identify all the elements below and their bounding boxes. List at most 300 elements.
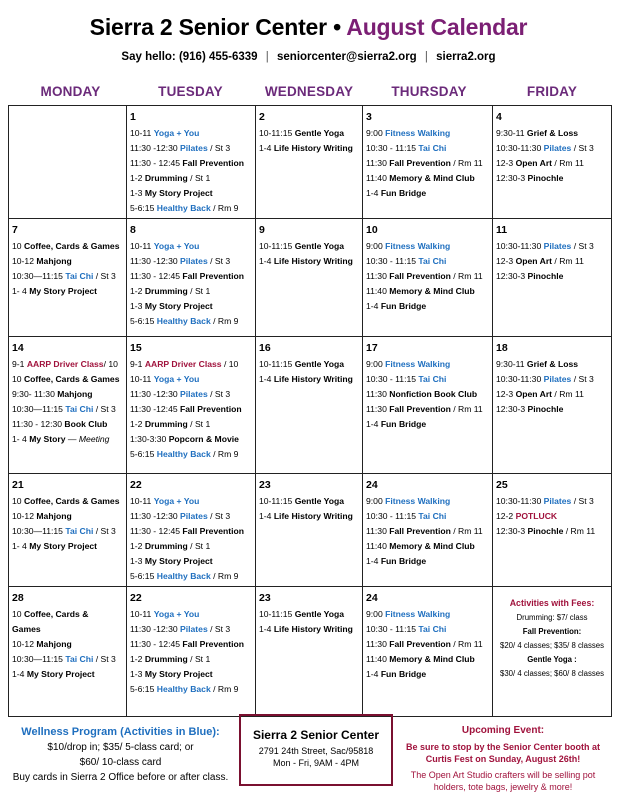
fee-yoga-heading: Gentle Yoga :: [527, 655, 577, 664]
event-name: Memory & Mind Club: [389, 286, 475, 296]
event-name: Life History Writing: [273, 143, 353, 153]
event-time: 1-3: [130, 301, 145, 311]
event-item: [130, 494, 252, 509]
date-number: 14: [12, 342, 24, 354]
event-item: [496, 509, 608, 524]
title-accent: August Calendar: [346, 14, 528, 40]
event-item: [130, 607, 252, 622]
event-name: Gentle Yoga: [294, 496, 345, 506]
event-item: [12, 539, 123, 554]
day-cell-thursday: [363, 474, 493, 587]
date-number: 25: [496, 479, 508, 491]
event-time: 1-4: [366, 188, 381, 198]
day-cell-tuesday: [127, 219, 256, 337]
event-name: Tai Chi: [65, 404, 94, 414]
event-item: [366, 554, 489, 569]
event-item: [366, 156, 489, 171]
date-number: 10: [366, 224, 378, 236]
event-item: [130, 171, 252, 186]
event-time: 11:30 - 12:45: [130, 526, 183, 536]
event-time: / St 3: [571, 374, 594, 384]
event-item: [366, 171, 489, 186]
event-time: 11:30 - 12:45: [130, 158, 183, 168]
event-time: 10-11:15: [259, 609, 295, 619]
event-item: [366, 186, 489, 201]
date-number: 24: [366, 479, 378, 491]
contact-separator: |: [265, 51, 269, 63]
day-cell-wednesday: [256, 219, 363, 337]
event-time: 10-11: [130, 241, 154, 251]
event-time: / St 1: [187, 541, 211, 551]
day-header-tuesday: TUESDAY: [158, 84, 223, 99]
event-name: Yoga + You: [153, 241, 200, 251]
event-name: Drumming: [144, 173, 188, 183]
event-time: 11:30 - 12:45: [130, 639, 183, 649]
event-time: 5-6:15: [130, 571, 157, 581]
event-time: 12:30-3: [496, 526, 528, 536]
event-time: / St 3: [207, 511, 231, 521]
event-item: [366, 524, 489, 539]
day-cell-monday: [9, 337, 127, 474]
event-name: My Story Project: [29, 286, 98, 296]
event-time: 10-12: [12, 639, 37, 649]
event-name: Coffee, Cards & Games: [23, 496, 120, 506]
event-name: Pilates: [543, 496, 572, 506]
event-item: [130, 387, 252, 402]
event-item: [130, 357, 252, 372]
event-time: 9:00: [366, 128, 386, 138]
event-item: [496, 141, 608, 156]
event-name: Mahjong: [36, 511, 72, 521]
event-time: 10-11:15: [259, 359, 295, 369]
wellness-note: Buy cards in Sierra 2 Office before or after class.: [12, 772, 229, 783]
date-number: 1: [130, 111, 136, 123]
event-name: Fall Prevention: [180, 404, 242, 414]
event-item: [366, 622, 489, 637]
event-item: [366, 269, 489, 284]
date-number: 16: [259, 342, 271, 354]
event-name: Nonfiction Book Club: [389, 389, 478, 399]
event-time: 10: [12, 374, 24, 384]
event-time: 1-4: [366, 669, 381, 679]
event-item: [366, 509, 489, 524]
event-name: Pilates: [180, 511, 208, 521]
event-name: Fall Prevention: [182, 639, 245, 649]
center-name: Sierra 2 Senior Center: [252, 728, 380, 742]
event-time: 11:40: [366, 173, 390, 183]
event-time: / Rm 11: [552, 256, 584, 266]
event-time: 11:30 -12:30: [130, 143, 181, 153]
event-time: 5-6:15: [130, 449, 157, 459]
event-name: Tai Chi: [418, 256, 447, 266]
event-name: Fitness Walking: [385, 128, 451, 138]
event-time: / 10: [221, 359, 239, 369]
event-item: [496, 156, 608, 171]
event-item: [130, 314, 252, 329]
event-item: [366, 357, 489, 372]
event-time: 1- 4: [12, 434, 30, 444]
event-item: [259, 622, 359, 637]
event-time: 5-6:15: [130, 684, 157, 694]
date-number: 8: [130, 224, 136, 236]
event-name: Healthy Back: [156, 316, 211, 326]
event-item: [259, 607, 359, 622]
event-time: / St 3: [571, 496, 594, 506]
event-time: / Rm 11: [450, 271, 483, 281]
event-time: 10: [12, 241, 24, 251]
calendar-week-row: [9, 587, 612, 717]
event-name: Fun Bridge: [380, 556, 427, 566]
event-item: [366, 299, 489, 314]
event-time: / St 3: [207, 389, 231, 399]
calendar-week-row: [9, 337, 612, 474]
event-item: [259, 141, 359, 156]
event-item: [259, 357, 359, 372]
event-time: 10:30-11:30: [496, 241, 544, 251]
event-time: 10:30 - 11:15: [366, 511, 419, 521]
event-item: [259, 509, 359, 524]
wellness-program: [8, 725, 233, 785]
event-time: —: [65, 434, 79, 444]
event-time: 11:40: [366, 541, 390, 551]
event-name: Fall Prevention: [389, 271, 451, 281]
day-cell-thursday: [363, 587, 493, 717]
event-item: [366, 254, 489, 269]
center-address: 2791 24th Street, Sac/95818: [258, 746, 374, 756]
event-time: / Rm 9: [210, 449, 239, 459]
day-cell-tuesday: [127, 337, 256, 474]
event-time: 1-2: [130, 654, 145, 664]
center-hours: Mon - Fri, 9AM - 4PM: [272, 758, 359, 768]
event-time: / St 3: [207, 256, 231, 266]
event-item: [130, 539, 252, 554]
event-item: [366, 652, 489, 667]
wellness-pricing: $60/ 10-class card: [79, 757, 162, 768]
event-item: [496, 402, 608, 417]
event-time: / St 1: [187, 419, 211, 429]
event-item: [12, 637, 123, 652]
event-item: [130, 254, 252, 269]
event-time: 10:30 - 11:15: [366, 374, 419, 384]
event-time: / Rm 11: [552, 389, 584, 399]
event-time: 10-12: [12, 256, 37, 266]
event-name: Drumming: [144, 286, 188, 296]
event-name: Pinochle: [527, 404, 564, 414]
day-cell-tuesday: [127, 106, 256, 219]
event-time: / St 1: [187, 286, 211, 296]
event-time: 10: [12, 496, 24, 506]
event-time: 12-3: [496, 158, 516, 168]
event-time: 12-3: [496, 389, 516, 399]
event-item: [496, 269, 608, 284]
event-time: 5-6:15: [130, 203, 157, 213]
day-cell-wednesday: [256, 474, 363, 587]
contact-email[interactable]: seniorcenter@sierra2.org: [277, 51, 417, 63]
fees-heading: Activities with Fees:: [509, 598, 595, 608]
title-separator: •: [333, 14, 341, 40]
day-cell-friday: [493, 106, 612, 219]
event-time: 1-3: [130, 556, 145, 566]
event-item: [496, 171, 608, 186]
day-cell-wednesday: [256, 106, 363, 219]
event-name: Mahjong: [36, 639, 72, 649]
event-name: Memory & Mind Club: [389, 654, 475, 664]
date-number: 7: [12, 224, 18, 236]
event-item: [496, 254, 608, 269]
day-cell-monday: [9, 106, 127, 219]
event-time: / St 1: [187, 173, 211, 183]
day-cell-thursday: [363, 337, 493, 474]
event-time: / St 3: [93, 654, 116, 664]
event-name: Gentle Yoga: [294, 128, 345, 138]
event-item: [12, 402, 123, 417]
event-item: [496, 239, 608, 254]
event-item: [12, 667, 123, 682]
event-time: / Rm 9: [210, 316, 239, 326]
event-name: Open Art: [515, 256, 553, 266]
day-cell-thursday: [363, 106, 493, 219]
event-name: Drumming: [144, 654, 188, 664]
event-name: Gentle Yoga: [294, 609, 345, 619]
event-name: Pilates: [543, 143, 572, 153]
event-time: 9:30-11: [496, 128, 527, 138]
event-name: My Story Project: [29, 541, 98, 551]
event-time: / St 3: [207, 624, 231, 634]
event-time: 10:30—11:15: [12, 271, 66, 281]
event-name: Popcorn & Movie: [168, 434, 239, 444]
event-name: Tai Chi: [65, 654, 94, 664]
fee-drumming: Drumming: $7/ class: [516, 613, 588, 622]
contact-phone: Say hello: (916) 455-6339: [121, 51, 258, 63]
event-item: [130, 126, 252, 141]
event-time: / Rm 11: [450, 158, 483, 168]
event-name: Tai Chi: [418, 374, 447, 384]
event-time: 1-2: [130, 419, 145, 429]
event-time: / Rm 11: [552, 158, 584, 168]
event-time: 10-11: [130, 128, 154, 138]
event-time: 1-2: [130, 173, 145, 183]
event-name: Coffee, Cards & Games: [23, 241, 120, 251]
event-name: My Story Project: [144, 556, 213, 566]
event-name: Memory & Mind Club: [389, 541, 475, 551]
calendar-week-row: [9, 219, 612, 337]
day-header-wednesday: WEDNESDAY: [264, 84, 354, 99]
event-name: Mahjong: [36, 256, 72, 266]
event-name: Fall Prevention: [389, 526, 451, 536]
event-time: 11:30 -12:30: [130, 511, 181, 521]
event-name: Healthy Back: [156, 684, 211, 694]
event-name: Coffee, Cards &: [23, 609, 89, 619]
event-time: / Rm 11: [450, 404, 483, 414]
event-item: [496, 387, 608, 402]
event-name: Fall Prevention: [389, 158, 451, 168]
event-item: [12, 254, 123, 269]
event-name: Mahjong: [57, 389, 93, 399]
day-cell-tuesday: [127, 474, 256, 587]
event-time: 10:30-11:30: [496, 143, 544, 153]
event-name: Grief & Loss: [526, 359, 579, 369]
event-item: [130, 372, 252, 387]
event-item: [130, 569, 252, 584]
event-name: Tai Chi: [418, 143, 447, 153]
date-number: 15: [130, 342, 142, 354]
event-time: 9:00: [366, 359, 386, 369]
date-number: 22: [130, 592, 142, 604]
event-time: 11:30 -12:45: [130, 404, 181, 414]
event-name: Grief & Loss: [526, 128, 579, 138]
event-name: Pilates: [543, 241, 572, 251]
contact-website[interactable]: sierra2.org: [436, 51, 496, 63]
event-item: [12, 622, 123, 637]
event-item: [366, 607, 489, 622]
event-time: / Rm 11: [450, 639, 483, 649]
date-number: 23: [259, 592, 271, 604]
event-time: 1-4: [259, 374, 274, 384]
date-number: 2: [259, 111, 265, 123]
event-name: Book Club: [64, 419, 108, 429]
date-number: 9: [259, 224, 265, 236]
event-time: 10-11:15: [259, 241, 295, 251]
event-item: [259, 126, 359, 141]
event-item: [130, 447, 252, 462]
event-time: 5-6:15: [130, 316, 157, 326]
event-time: 9:00: [366, 241, 386, 251]
event-name: Tai Chi: [65, 271, 94, 281]
event-time: / St 3: [571, 143, 594, 153]
event-name: Drumming: [144, 541, 188, 551]
date-number: 18: [496, 342, 508, 354]
event-name: Fun Bridge: [380, 669, 427, 679]
event-time: 1- 4: [12, 541, 30, 551]
event-item: [366, 141, 489, 156]
event-item: [12, 239, 123, 254]
date-number: 4: [496, 111, 502, 123]
event-item: [366, 284, 489, 299]
event-name: My Story Project: [144, 669, 213, 679]
event-name: Fall Prevention: [182, 158, 245, 168]
day-cell-monday: [9, 219, 127, 337]
event-time: / St 3: [93, 526, 116, 536]
event-item: [130, 554, 252, 569]
event-item: [130, 432, 252, 447]
event-time: 1-2: [130, 541, 145, 551]
event-time: 10:30—11:15: [12, 526, 66, 536]
event-time: 10:30 - 11:15: [366, 143, 419, 153]
event-item: [366, 239, 489, 254]
event-time: 1-3: [130, 669, 145, 679]
event-time: / St 3: [207, 143, 231, 153]
event-time: 1-3: [130, 188, 145, 198]
event-item: [496, 372, 608, 387]
event-time: 1-4: [12, 669, 27, 679]
event-name: Life History Writing: [273, 511, 353, 521]
day-cell-thursday: [363, 219, 493, 337]
day-cell-friday: [493, 219, 612, 337]
date-number: 17: [366, 342, 378, 354]
event-name: Fitness Walking: [385, 241, 451, 251]
event-item: [496, 524, 608, 539]
event-item: [130, 239, 252, 254]
fee-yoga: $30/ 4 classes; $60/ 8 classes: [499, 669, 605, 678]
event-time: 9:00: [366, 496, 386, 506]
day-cell-monday: [9, 587, 127, 717]
event-time: 11:30: [366, 526, 390, 536]
event-name: Healthy Back: [156, 571, 211, 581]
event-name: Life History Writing: [273, 256, 353, 266]
event-name: Tai Chi: [418, 624, 447, 634]
day-cell-tuesday: [127, 587, 256, 717]
day-cell-monday: [9, 474, 127, 587]
event-name: AARP Driver Class: [144, 359, 222, 369]
event-item: [130, 652, 252, 667]
event-item: [12, 509, 123, 524]
event-time: 12-3: [496, 256, 516, 266]
event-time: 12:30-3: [496, 404, 528, 414]
event-name: Tai Chi: [418, 511, 447, 521]
event-name: Drumming: [144, 419, 188, 429]
date-number: 21: [12, 479, 24, 491]
event-item: [12, 417, 123, 432]
event-item: [366, 667, 489, 682]
wellness-pricing: $10/drop in; $35/ 5-class card; or: [47, 742, 194, 753]
event-time: 10:30-11:30: [496, 496, 544, 506]
event-item: [12, 284, 123, 299]
event-time: 1:30-3:30: [130, 434, 169, 444]
event-item: [130, 269, 252, 284]
event-time: 9:30-11: [496, 359, 527, 369]
event-name: Pilates: [180, 389, 208, 399]
event-name: Memory & Mind Club: [389, 173, 475, 183]
event-time: / Rm 9: [210, 571, 239, 581]
day-header-thursday: THURSDAY: [391, 84, 467, 99]
event-item: [496, 494, 608, 509]
event-name: Fun Bridge: [380, 419, 427, 429]
event-item: [130, 156, 252, 171]
event-time: 1-4: [366, 419, 381, 429]
event-item: [12, 357, 123, 372]
event-item: [130, 667, 252, 682]
event-time: 9-1: [12, 359, 27, 369]
event-item: [130, 141, 252, 156]
event-time: 11:30: [366, 404, 390, 414]
event-time: 11:30 - 12:45: [130, 271, 183, 281]
event-name: Fun Bridge: [380, 301, 427, 311]
contact-line: [0, 51, 617, 63]
event-time: / Rm 9: [210, 203, 239, 213]
event-time: 10:30 - 11:15: [366, 624, 419, 634]
event-name: My Story Project: [144, 301, 213, 311]
event-item: [130, 284, 252, 299]
event-time: / St 1: [187, 654, 211, 664]
day-cell-wednesday: [256, 587, 363, 717]
event-item: [366, 372, 489, 387]
event-time: 10-11: [130, 374, 154, 384]
event-name: Pilates: [543, 374, 572, 384]
event-time: 12:30-3: [496, 271, 528, 281]
event-item: [130, 682, 252, 697]
event-time: 11:40: [366, 654, 390, 664]
event-time: 1-4: [366, 556, 381, 566]
event-name: Yoga + You: [153, 128, 200, 138]
event-name: Fall Prevention: [182, 271, 245, 281]
event-time: 11:30 - 12:30: [12, 419, 65, 429]
event-item: [259, 494, 359, 509]
event-item: [366, 637, 489, 652]
event-item: [12, 269, 123, 284]
calendar-week-row: [9, 474, 612, 587]
event-heading: Upcoming Event:: [461, 725, 545, 736]
event-time: 10-11:15: [259, 496, 295, 506]
